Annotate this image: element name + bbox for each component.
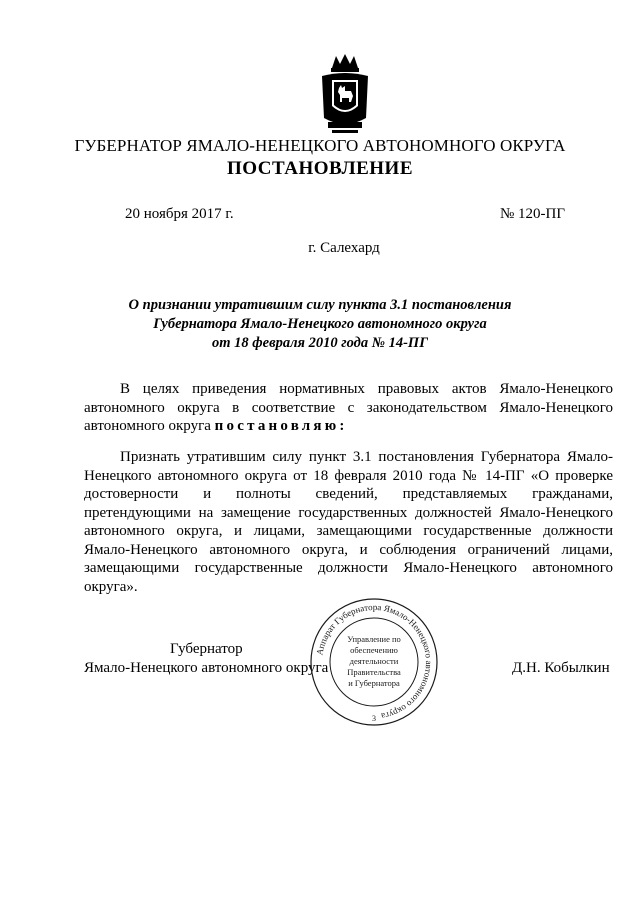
signatory-organization: Ямало-Ненецкого автономного округа [84, 660, 329, 676]
document-date: 20 ноября 2017 г. [125, 206, 234, 222]
subject-line: от 18 февраля 2010 года № 14-ПГ [212, 335, 428, 351]
stamp-inner-line: обеспечению [350, 645, 398, 655]
stamp-ring-text: Аппарат Губернатора Ямало-Ненецкого автономного округа [314, 601, 435, 722]
stamp-inner-line: и Губернатора [348, 678, 400, 688]
stamp-inner-line: Управление по [347, 634, 401, 644]
stamp-inner-line: Правительства [347, 667, 401, 677]
stamp-inner-line: деятельности [349, 656, 399, 666]
stamp-number: 3 [372, 714, 376, 723]
government-title: ГУБЕРНАТОР ЯМАЛО-НЕНЕЦКОГО АВТОНОМНОГО ОКРУГА [74, 136, 566, 155]
signatory-role: Губернатор [170, 641, 243, 657]
subject-line: Губернатора Ямало-Ненецкого автономного округа [153, 316, 487, 332]
subject-line: О признании утратившим силу пункта 3.1 постановления [128, 297, 512, 313]
coat-of-arms-icon [318, 52, 372, 136]
document-city: г. Салехард [308, 240, 380, 256]
preamble-paragraph [84, 380, 613, 436]
decree-keyword: постановляю: [214, 418, 348, 434]
operative-paragraph: Признать утратившим силу пункт 3.1 постановления Губернатора Ямало-Ненецкого автономного округа от 18 февраля 2010 года № 14-ПГ «О проверке достоверности и полноты сведений, представляемых гражданами, претендующими на замещение государственных должностей Ямало-Ненецкого автономного округа, и лицами, замещающими государственные должности Ямало-Ненецкого автономного округа, и соблюдения ограничений лицами, замещающими государственные должности Ямало-Ненецкого автономного округа». [84, 449, 613, 595]
preamble-text: В целях приведения нормативных правовых актов Ямало-Ненецкого автономного округа в соответствие с законодательством Ямало-Ненецкого автономного округа [84, 381, 613, 434]
document-number: № 120-ПГ [500, 206, 566, 222]
official-stamp [308, 596, 440, 728]
document-subject [0, 296, 640, 353]
document-type-title: ПОСТАНОВЛЕНИЕ [226, 158, 414, 179]
signatory-name: Д.Н. Кобылкин [512, 660, 610, 676]
